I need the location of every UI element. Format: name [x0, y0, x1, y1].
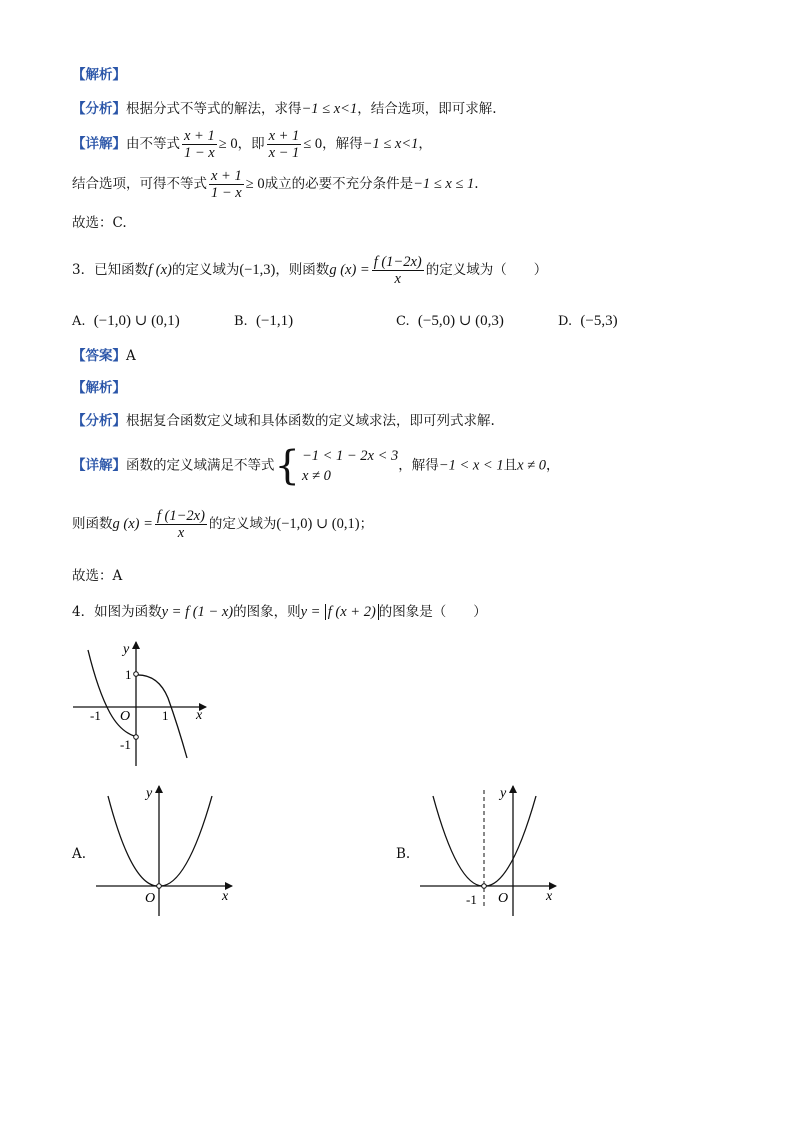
- option-d-label: D.: [558, 314, 573, 329]
- graph-a[interactable]: [92, 780, 242, 920]
- q3-conclusion-text-b: 的定义域为: [208, 516, 277, 532]
- q3-conclusion-end: ；: [359, 516, 374, 532]
- q3-analysis-tag: 【分析】: [72, 413, 126, 429]
- question-4-stem: [72, 603, 487, 621]
- q3-analysis-heading: 【解析】: [72, 380, 126, 396]
- q3-detail-solution: −1 < x < 1: [438, 457, 504, 474]
- q3-text-c: ，则函数: [275, 262, 330, 278]
- graph-b[interactable]: [416, 780, 566, 920]
- q3-conclusion-text-a: 则函数: [72, 516, 113, 532]
- q3-conclusion-domain: (−1,0) ∪ (0,1): [276, 516, 360, 532]
- fraction-3: [209, 168, 244, 201]
- option-c[interactable]: [396, 312, 504, 331]
- combine-text-b: 成立的必要不充分条件是: [264, 176, 414, 192]
- main-x-tick-1: 1: [162, 708, 169, 723]
- q3-fraction-num: f (1−2x): [373, 254, 422, 270]
- main-y-tick-neg1: -1: [120, 737, 131, 752]
- graph-a-label[interactable]: A.: [72, 846, 87, 862]
- q4-func-2-abs: f (x + 2): [325, 604, 379, 620]
- analysis-heading: 【解析】: [72, 67, 126, 83]
- system-line-1: −1 < 1 − 2x < 3: [301, 448, 399, 464]
- relation-3: ≥ 0: [245, 176, 265, 192]
- detail-tag: 【详解】: [72, 136, 126, 152]
- graph-a-x-label: x: [222, 889, 229, 904]
- main-y-tick-1: 1: [125, 667, 132, 682]
- open-point-bottom: [134, 735, 139, 740]
- option-d[interactable]: [558, 312, 618, 331]
- option-b-value: (−1,1): [255, 313, 294, 329]
- fraction-1-num: x + 1: [184, 128, 215, 144]
- graph-b-open-point: [482, 884, 487, 889]
- detail-text-a: 由不等式: [126, 136, 180, 152]
- q3-analysis-text: 根据复合函数定义域和具体函数的定义域求法，即可列式求解.: [126, 413, 495, 429]
- system-line-2: x ≠ 0: [301, 468, 331, 484]
- main-x-tick-neg1: -1: [90, 708, 101, 723]
- main-y-label: y: [123, 642, 130, 657]
- answer-choice-line: 故选：C.: [72, 215, 127, 231]
- relation-2: ≤ 0: [303, 136, 323, 152]
- fraction-2-num: x + 1: [268, 128, 300, 144]
- q3-func-g: g (x) =: [329, 262, 370, 278]
- analysis-tag: 【分析】: [72, 101, 126, 117]
- graph-b-x-label: x: [546, 889, 553, 904]
- analysis-math: −1 ≤ x<1: [301, 101, 358, 117]
- inequality-system: [302, 446, 398, 486]
- q3-conclusion-g: g (x) =: [112, 516, 153, 532]
- graph-a-origin-label: O: [145, 891, 156, 906]
- q3-answer-choice-line: 故选：A: [72, 568, 123, 584]
- q3-analysis-paragraph: [72, 412, 495, 430]
- graph-b-x-tick-neg1: -1: [466, 892, 477, 907]
- detail-paragraph: [72, 128, 432, 161]
- q3-detail-paragraph: [72, 443, 560, 489]
- analysis-paragraph: [72, 100, 497, 118]
- main-origin-label: O: [120, 709, 131, 724]
- graph-a-y-label: y: [146, 786, 153, 801]
- fraction-1-den: 1 − x: [184, 145, 215, 161]
- graph-a-open-point: [157, 884, 162, 889]
- q4-text-a: 4．如图为函数: [72, 604, 162, 620]
- option-d-value: (−5,3): [580, 313, 618, 329]
- option-b-label: B.: [234, 314, 248, 329]
- fraction-2: [267, 128, 302, 161]
- detail-text-c: ，解得: [322, 136, 363, 152]
- option-a-value: (−1,0) ∪ (0,1): [93, 313, 180, 329]
- q3-conclusion: [72, 508, 373, 541]
- q3-conclusion-num: f (1−2x): [156, 508, 205, 524]
- open-point-top: [134, 672, 139, 677]
- combine-end: .: [474, 176, 479, 192]
- detail-solution: −1 ≤ x<1: [362, 136, 419, 152]
- analysis-tail: ，结合选项，即可求解.: [357, 101, 497, 117]
- q3-detail-text-d: ，: [545, 457, 560, 474]
- graph-b-label[interactable]: B.: [396, 846, 411, 862]
- option-c-label: C.: [396, 314, 410, 329]
- graph-a-curve: [108, 796, 212, 886]
- graph-b-y-label: y: [500, 786, 507, 801]
- detail-text-d: ，: [418, 136, 432, 152]
- relation-1: ≥ 0: [218, 136, 238, 152]
- fraction-3-den: 1 − x: [211, 185, 242, 201]
- q3-text-d: 的定义域为（ ）: [425, 262, 548, 278]
- q3-fraction-den: x: [394, 271, 401, 287]
- option-a[interactable]: [72, 312, 180, 331]
- main-x-label: x: [196, 708, 203, 723]
- option-c-value: (−5,0) ∪ (0,3): [417, 313, 504, 329]
- main-graph: [70, 636, 220, 771]
- combine-text-a: 结合选项，可得不等式: [72, 176, 207, 192]
- q3-detail-text-a: 函数的定义域满足不等式: [126, 457, 275, 474]
- q3-answer-tag: 【答案】: [72, 348, 126, 364]
- option-a-label: A.: [72, 314, 86, 329]
- fraction-2-den: x − 1: [268, 145, 300, 161]
- q3-detail-text-c: 且: [503, 457, 518, 474]
- system-brace: {: [274, 443, 300, 489]
- q3-conclusion-den: x: [177, 525, 185, 541]
- q4-func-2-pre: y =: [300, 604, 321, 620]
- q4-text-c: 的图象是（ ）: [378, 604, 487, 620]
- fraction-1: [182, 128, 217, 161]
- q3-text-a: 3．已知函数: [72, 262, 149, 278]
- analysis-text: 根据分式不等式的解法，求得: [126, 101, 302, 117]
- graph-b-origin-label: O: [498, 891, 509, 906]
- q3-detail-solution-2: x ≠ 0: [517, 457, 546, 474]
- fraction-3-num: x + 1: [211, 168, 242, 184]
- q3-text-b: 的定义域为: [171, 262, 240, 278]
- q3-detail-tag: 【详解】: [72, 457, 126, 474]
- question-3-stem: [72, 254, 547, 287]
- option-b[interactable]: [234, 312, 293, 331]
- detail-text-b: ，即: [237, 136, 265, 152]
- q4-text-b: 的图象，则: [233, 604, 301, 620]
- q3-detail-text-b: ，解得: [398, 457, 439, 474]
- q3-func-f: f (x): [148, 262, 172, 278]
- q3-answer-line: [72, 347, 136, 365]
- combine-paragraph: [72, 168, 479, 201]
- q3-fraction: [372, 254, 424, 287]
- combine-math: −1 ≤ x ≤ 1: [413, 176, 475, 192]
- q3-conclusion-fraction: [155, 508, 207, 541]
- q3-answer-value: A: [126, 348, 136, 364]
- q3-domain: (−1,3): [239, 262, 276, 278]
- q4-func-1: y = f (1 − x): [161, 604, 234, 620]
